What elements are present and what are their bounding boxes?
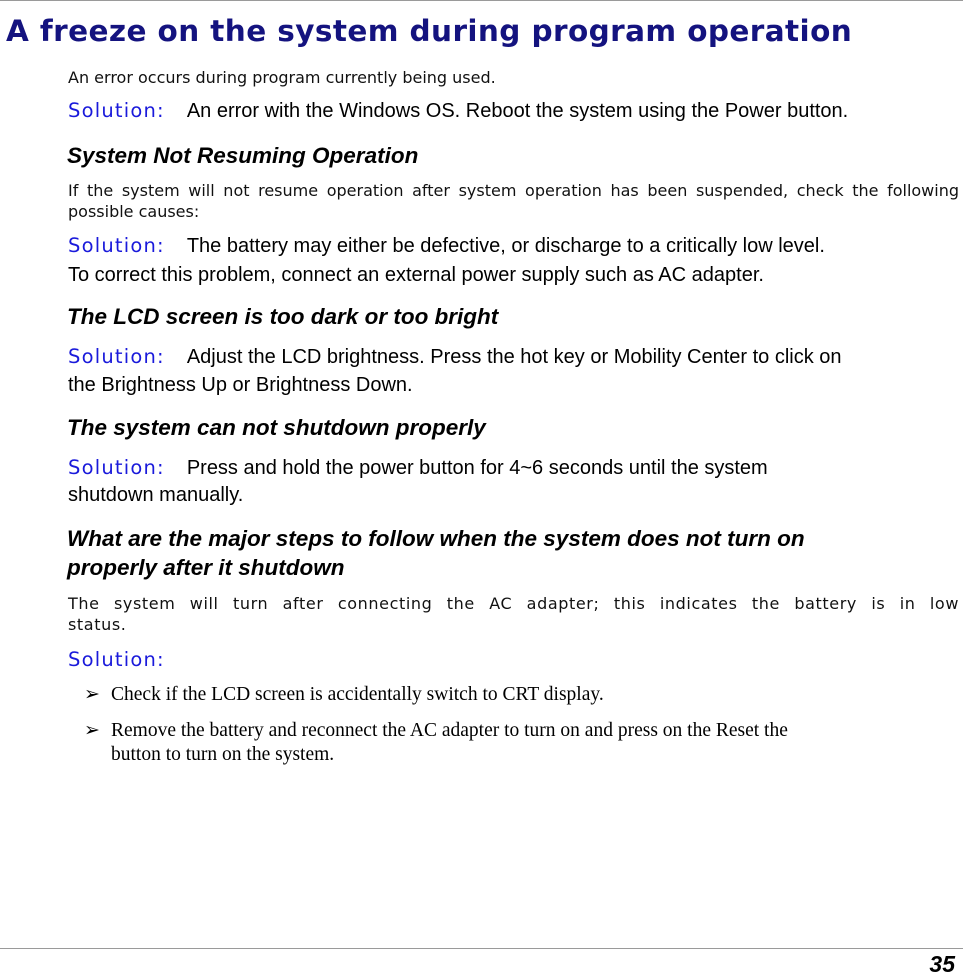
solution-text: An error with the Windows OS. Reboot the system using the Power button. <box>186 100 849 122</box>
page-number: 35 <box>929 951 955 977</box>
top-rule <box>0 0 963 1</box>
arrow-bullet-icon: ➢ <box>84 719 100 741</box>
solution-label: Solution: <box>68 99 165 122</box>
shutdown-solution <box>68 456 768 480</box>
section-heading-shutdown: The system can not shutdown properly <box>67 415 486 440</box>
section-heading-turn-on-continued: properly after it shutdown <box>67 555 345 580</box>
section-heading-lcd: The LCD screen is too dark or too bright <box>67 304 499 329</box>
turn-on-description: The system will turn after connecting the AC adapter; this indicates the battery is in low status. <box>68 594 959 634</box>
solution-label: Solution: <box>68 345 165 368</box>
resuming-solution <box>68 234 825 258</box>
bullet-item: Remove the battery and reconnect the AC adapter to turn on and press on the Reset the <box>111 720 788 741</box>
solution-text: The battery may either be defective, or discharge to a critically low level. <box>186 235 825 257</box>
section-heading-turn-on: What are the major steps to follow when the system does not turn on <box>67 526 805 551</box>
freeze-solution <box>68 99 848 123</box>
solution-label: Solution: <box>68 234 165 257</box>
footer-rule <box>0 948 963 949</box>
solution-text: Adjust the LCD brightness. Press the hot key or Mobility Center to click on <box>186 346 842 368</box>
lcd-solution <box>68 345 842 369</box>
freeze-description: An error occurs during program currently being used. <box>68 68 496 87</box>
arrow-bullet-icon: ➢ <box>84 683 100 705</box>
resuming-description: If the system will not resume operation after system operation has been suspended, check the following possible causes: <box>68 181 959 221</box>
resuming-solution-continued: To correct this problem, connect an external power supply such as AC adapter. <box>68 264 764 286</box>
bullet-item: Check if the LCD screen is accidentally switch to CRT display. <box>111 684 604 705</box>
bullet-item-continued: button to turn on the system. <box>111 744 335 765</box>
lcd-solution-continued: the Brightness Up or Brightness Down. <box>68 374 413 396</box>
page-title: A freeze on the system during program operation <box>6 14 853 48</box>
solution-label: Solution: <box>68 456 165 479</box>
shutdown-solution-continued: shutdown manually. <box>68 484 244 506</box>
solution-text: Press and hold the power button for 4~6 seconds until the system <box>186 457 768 479</box>
section-heading-resuming: System Not Resuming Operation <box>67 143 419 168</box>
solution-label: Solution: <box>68 648 165 671</box>
